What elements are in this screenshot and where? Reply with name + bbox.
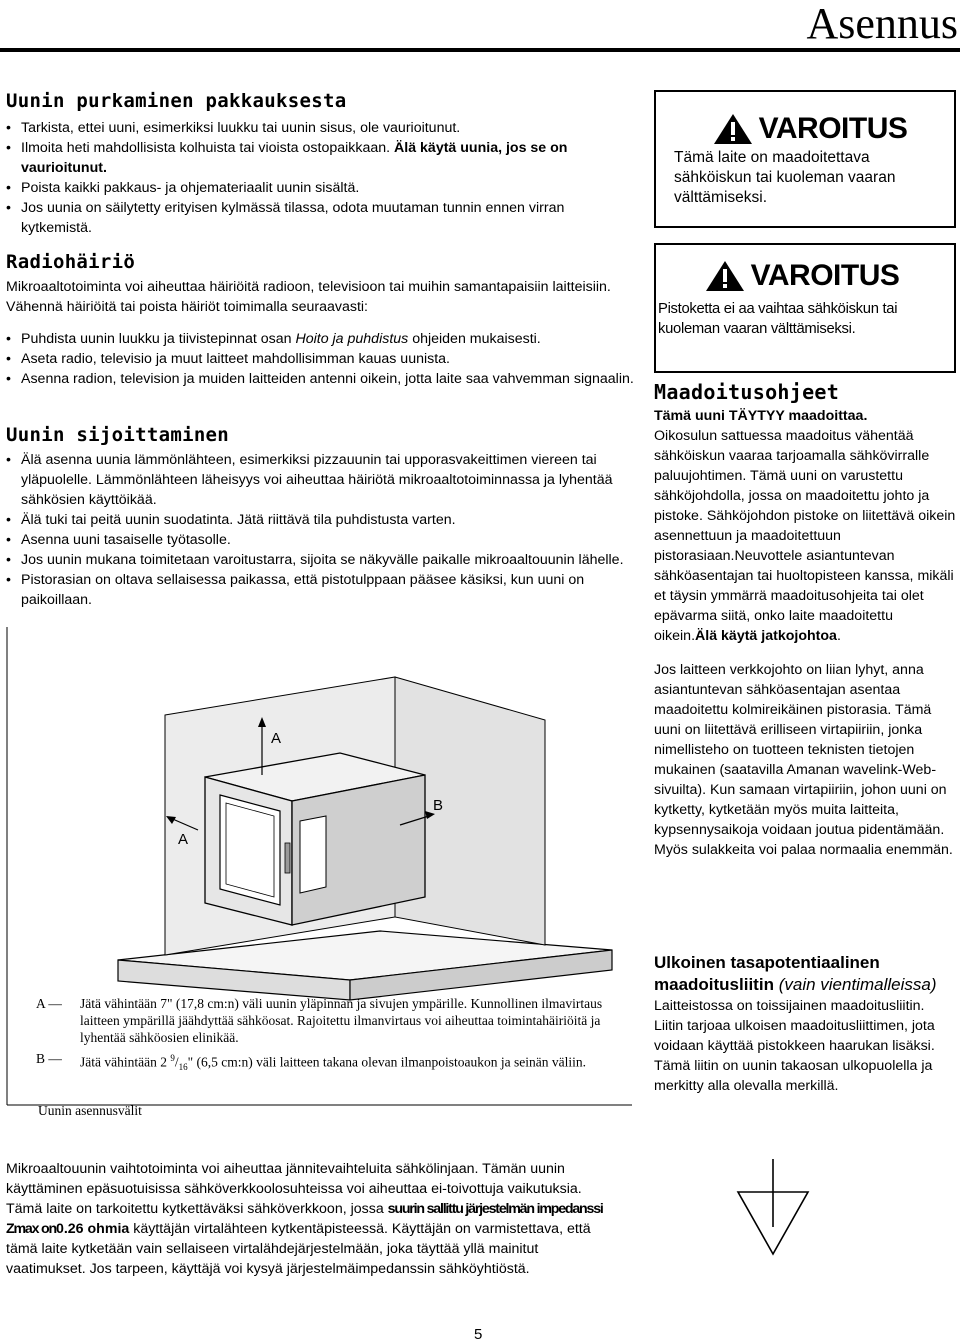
list-item: • Jos uunia on säilytetty erityisen kylmässä tilassa, odota muutaman tunnin ennen virran kytkemistä. <box>6 198 636 238</box>
list-item: • Asenna uuni tasaiselle työtasolle. <box>6 530 636 550</box>
legend-row-b <box>36 1050 634 1076</box>
list-item: • Jos uunin mukana toimitetaan varoitustarra, sijoita se näkyvälle paikalle mikroaaltouunin lähelle. <box>6 550 636 570</box>
grounding-paragraph-1: Oikosulun sattuessa maadoitus vähentää sähköiskun vaaraa tarjoamalla sähkövirralle paluujohtimen. Tämä uuni on varustettu sähköjohdolla, jossa on maadoitettu johto ja pistoke. Sähköjohdon pistoke on liitettävä oikein asennettuun ja maadoitettuun pistorasiaan.Neuvottele asiantuntevan sähköasentajan tai huoltopisteen kanssa, mikäli et täysin ymmärrä maadoitusohjeita tai olet epävarma siitä, onko laite maadoitettu oikein.Älä käytä jatkojohtoa. <box>654 428 956 644</box>
list-item: • Tarkista, ettei uuni, esimerkiksi luukku tai uunin sisus, ole vaurioitunut. <box>6 118 636 138</box>
grounding-heading: Maadoitusohjeet <box>654 380 840 404</box>
warning-text: Tämä laite on maadoitettava sähköiskun tai kuoleman vaaran välttämiseksi. <box>674 149 896 206</box>
terminal-text: Laitteistossa on toissijainen maadoitusliitin. Liitin tarjoaa ulkoisen maadoitusliittimen, jota voidaan käyttää pistokkeen haarukan lisäksi. Tämä liitin on uunin takaosan ulkopuolella ja merkitty alla olevalla merkillä. <box>654 998 935 1094</box>
legend-text-b: Jätä vähintään 2 $^9/_{16}$" (6,5 cm:n) väli laitteen takana olevan ilmanpoistoaukon ja seinän väliin. <box>80 1053 587 1073</box>
warning-title: VAROITUS <box>750 259 900 292</box>
warning-text: Pistoketta ei aa vaihtaa sähköiskun tai kuoleman vaaran välttämiseksi. <box>658 301 898 337</box>
grounding-must: Tämä uuni TÄYTYY maadoittaa. <box>654 408 868 424</box>
warning-triangle-icon <box>705 260 745 292</box>
list-item: • Aseta radio, televisio ja muut laitteet mahdollisimman kauas uunista. <box>6 349 636 369</box>
terminal-heading: Ulkoinen tasapotentiaalinen maadoitusliitin (vain vientimalleissa) <box>654 953 937 994</box>
list-item: • Asenna radion, television ja muiden laitteiden antenni oikein, jotta laite saa vahvemman signaalin. <box>6 369 636 389</box>
placement-list <box>6 450 636 610</box>
warning-header <box>674 112 946 146</box>
placement-heading: Uunin sijoittaminen <box>6 424 230 446</box>
list-item: • Älä tuki tai peitä uunin suodatinta. Jätä riittävä tila puhdistusta varten. <box>6 510 636 530</box>
warning-box-2 <box>654 243 956 373</box>
list-item: • Älä asenna uunia lämmönlähteen, esimerkiksi pizzauunin tai upporasvakeittimen viereen tai yläpuolelle. Lämmönlähteen läheisyys voi aiheuttaa häiriötä mikroaaltotoiminnassa ja lyhentää sähkösien käyttöikää. <box>6 450 636 510</box>
list-item: • Pistorasian on oltava sellaisessa paikassa, että pistotulppaan pääsee käsiksi, kun uuni on paikoillaan. <box>6 570 636 610</box>
radio-intro: Mikroaaltotoiminta voi aiheuttaa häiriöitä radioon, televisioon tai muihin samantapaisiin laitteisiin. Vähennä häiriöitä tai poista häiriöt toimimalla seuraavasti: <box>6 279 611 315</box>
radio-section <box>6 251 636 389</box>
radio-heading: Radiohäiriö <box>6 251 136 273</box>
header-rule <box>0 48 960 52</box>
grounding-section <box>654 380 956 860</box>
unpacking-section <box>6 90 636 238</box>
radio-list <box>6 329 636 389</box>
warning-box-1 <box>654 90 956 228</box>
figure-label-a-top: A <box>271 730 282 747</box>
legend-key-b: B — <box>36 1051 62 1066</box>
unpacking-list <box>6 118 636 238</box>
legend-row-a <box>36 995 634 1046</box>
placement-section <box>6 424 636 610</box>
terminal-section <box>654 952 956 1096</box>
list-item: • Poista kaikki pakkaus- ja ohjemateriaalit uunin sisältä. <box>6 178 636 198</box>
grounding-paragraph-2: Jos laitteen verkkojohto on liian lyhyt, anna asiantuntevan sähköasentajan asentaa maadoitettu kolmireikäinen pistorasia. Tämä uuni on liitettävä erilliseen virtapiiriin, jonka nimellisteho on tuotteen teknisten tietojen mukainen (saatavilla Amanan wavelink-Web-sivuilta). Kun samaan virtapiiriin, johon uuni on kytketty, kytketään myös muita laitteita, kypsennysaikoja voidaan joutua pidentämään. Myös sulakkeita voi palaa normaalia enemmän. <box>654 662 953 858</box>
voltage-fluctuation-paragraph: Mikroaaltouunin vaihtotoiminta voi aiheuttaa jännitevaihteluita sähkölinjaan. Tämän uunin käyttäminen epäsuotuisissa sähköverkkoolosuhteissa voi aiheuttaa ei-toivottuja vaikutuksia. Tämä laite on tarkoitettu kytkettäväksi sähköverkkoon, jossa suurin sallittu järjestelmän impedanssi Zmax on0.26 ohmia käyttäjän virtalähteen kytkentäpisteessä. Käyttäjän on varmistettava, että tämä laite kytketään vain sellaiseen virtalähdejärjestelmään, joka täyttää yllä mainitut vaatimukset. Jos tarpeen, käyttäjä voi kysyä järjestelmäimpedanssin sähköyhtiöstä. <box>6 1161 603 1277</box>
figure-legend <box>36 995 634 1076</box>
list-item: • Ilmoita heti mahdollisista kolhuista tai vioista ostopaikkaan. Älä käytä uunia, jos se on vaurioitunut. <box>6 138 636 178</box>
figure-caption: Uunin asennusvälit <box>38 1103 142 1118</box>
warning-title: VAROITUS <box>758 112 908 145</box>
page-section-title: Asennus <box>806 0 958 48</box>
figure-label-a-left: A <box>178 831 189 848</box>
unpacking-heading: Uunin purkaminen pakkauksesta <box>6 90 347 112</box>
warning-header <box>658 259 946 293</box>
equipotential-symbol-icon <box>733 1157 813 1257</box>
figure-label-b: B <box>433 797 444 814</box>
legend-text-a: Jätä vähintään 7" (17,8 cm:n) väli uunin yläpinnan ja sivujen ympärille. Kunnollinen ilmavirtaus laitteen ympärillä jäähdyttää sähköosat. Rajoitettu ilmanvirtaus voi aiheuttaa toimintahäiriöitä ja lyhentää sähköosien elinikää. <box>80 996 603 1045</box>
list-item: • Puhdista uunin luukku ja tiivistepinnat osan Hoito ja puhdistus ohjeiden mukaisesti. <box>6 329 636 349</box>
legend-key-a: A — <box>36 996 62 1011</box>
warning-triangle-icon <box>713 113 753 145</box>
page-number: 5 <box>474 1326 483 1343</box>
